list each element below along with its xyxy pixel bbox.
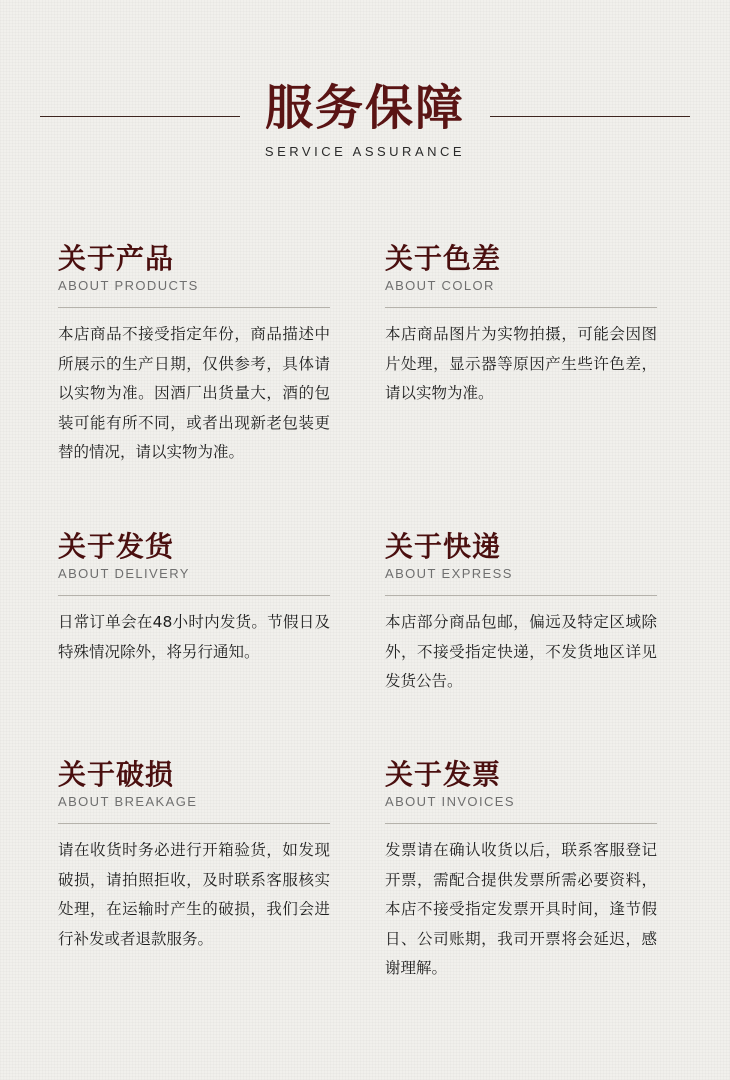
- section-title: 关于发票: [385, 758, 502, 791]
- section-subtitle: ABOUT COLOR: [385, 278, 495, 293]
- section-body: 本店商品不接受指定年份，商品描述中所展示的生产日期，仅供参考，具体请以实物为准。因酒厂出货量大，酒的包装可能有所不同，或者出现新老包装更替的情况，请以实物为准。: [58, 325, 330, 461]
- section-color: [385, 242, 657, 409]
- section-title: 关于色差: [385, 242, 502, 275]
- section-body: 请在收货时务必进行开箱验货，如发现破损，请拍照拒收，及时联系客服核实处理，在运输时产生的破损，我们会进行补发或者退款服务。: [58, 841, 330, 948]
- page-subtitle: SERVICE ASSURANCE: [264, 144, 466, 159]
- page-header: [0, 0, 730, 170]
- section-invoices: [385, 758, 657, 984]
- section-body: 发票请在确认收货以后，联系客服登记开票，需配合提供发票所需必要资料，本店不接受指定发票开具时间，逢节假日、公司账期，我司开票将会延迟，感谢理解。: [385, 841, 657, 977]
- section-breakage: [58, 758, 330, 954]
- section-divider: [58, 595, 330, 596]
- section-divider: [58, 307, 330, 308]
- section-subtitle: ABOUT BREAKAGE: [58, 794, 198, 809]
- section-title: 关于破损: [58, 758, 175, 791]
- section-express: [385, 530, 657, 697]
- section-divider: [58, 823, 330, 824]
- section-subtitle: ABOUT DELIVERY: [58, 566, 190, 581]
- page-title: 服务保障: [264, 80, 465, 136]
- section-divider: [385, 823, 657, 824]
- section-divider: [385, 595, 657, 596]
- section-products: [58, 242, 330, 468]
- section-title: 关于快递: [385, 530, 502, 563]
- section-subtitle: ABOUT PRODUCTS: [58, 278, 199, 293]
- section-body: 本店商品图片为实物拍摄，可能会因图片处理，显示器等原因产生些许色差，请以实物为准。: [385, 325, 657, 402]
- section-subtitle: ABOUT EXPRESS: [385, 566, 513, 581]
- section-divider: [385, 307, 657, 308]
- section-body: 日常订单会在48小时内发货。节假日及特殊情况除外，将另行通知。: [58, 613, 330, 661]
- section-subtitle: ABOUT INVOICES: [385, 794, 515, 809]
- section-body: 本店部分商品包邮，偏远及特定区域除外，不接受指定快递，不发货地区详见发货公告。: [385, 613, 657, 690]
- section-title: 关于产品: [58, 242, 175, 275]
- section-delivery: [58, 530, 330, 667]
- section-title: 关于发货: [58, 530, 175, 563]
